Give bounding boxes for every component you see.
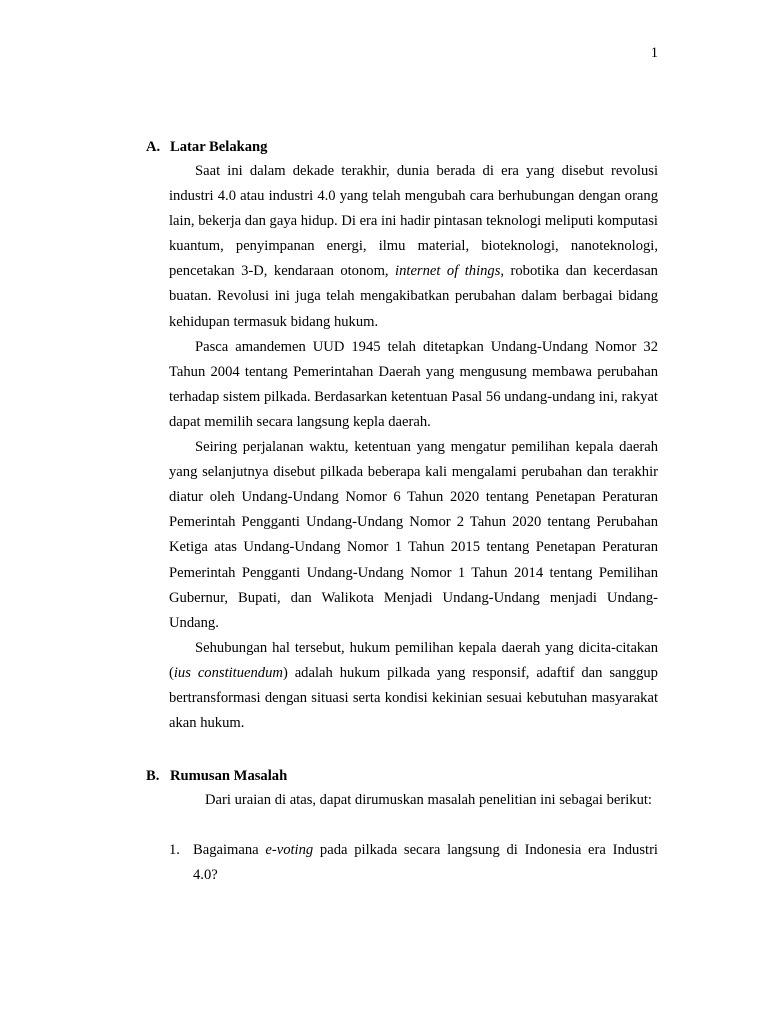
text-run: Seiring perjalanan waktu, ketentuan yang mengatur pemilihan kepala daerah yang selanjutnya disebut pilkada beberapa kali mengalami perubahan dan terakhir diatur oleh Undang-Undang Nomor 6 Tahun 2020 tentang Penetapan Peraturan Pemerintah Pengganti Undang-Undang Nomor 2 Tahun 2020 tentang Perubahan Ketiga atas Undang-Undang Nomor 1 Tahun 2015 tentang Penetapan Peraturan Pemerintah Pengganti Undang-Undang Nomor 1 Tahun 2014 tentang Pemilihan Gubernur, Bupati, dan Walikota Menjadi Undang-Undang menjadi Undang-Undang. xyxy=(169,439,658,631)
section-b-heading xyxy=(146,767,287,785)
text-run: ) adalah hukum pilkada yang responsif, adaftif dan sanggup bertransformasi dengan situasi serta kondisi kekinian sesuai kebutuhan masyarakat akan hukum. xyxy=(169,664,658,732)
text-run: Sehubungan hal tersebut, hukum pemilihan kepala daerah yang dicita-citakan ( xyxy=(169,639,658,681)
italic-text: ius constituendum xyxy=(173,664,283,681)
section-a-body xyxy=(169,159,658,736)
page-number: 1 xyxy=(650,45,658,61)
italic-text: e-voting xyxy=(265,842,314,858)
list-item-text xyxy=(169,838,658,888)
section-b-body xyxy=(169,788,658,813)
text-run: Pasca amandemen UUD 1945 telah ditetapkan Undang-Undang Nomor 32 Tahun 2004 tentang Pemerintahan Daerah yang mengusung membawa perubahan terhadap sistem pilkada. Berdasarkan ketentuan Pasal 56 undang-undang ini, rakyat dapat memilih secara langsung kepla daerah. xyxy=(169,338,658,430)
section-b-paragraph-1 xyxy=(169,788,658,813)
section-a-paragraph-2 xyxy=(169,335,658,435)
section-a-paragraph-4 xyxy=(169,636,658,736)
text-run: pada pilkada secara langsung di Indonesia era Industri 4.0? xyxy=(193,842,658,884)
text-run: Saat ini dalam dekade terakhir, dunia berada di era yang disebut revolusi industri 4.0 atau industri 4.0 yang telah mengubah cara berhubungan dengan orang lain, bekerja dan gaya hidup. Di era ini hadir pintasan teknologi meliputi komputasi kuantum, penyimpanan energi, ilmu material, bioteknologi, nanoteknologi, pencetakan 3-D, kendaraan otonom, xyxy=(169,163,658,280)
text-run: , robotika dan kecerdasan buatan. Revolusi ini juga telah mengakibatkan perubahan dalam berbagai bidang kehidupan termasuk bidang hukum. xyxy=(169,263,658,330)
list-item xyxy=(169,838,658,888)
section-a-paragraph-1 xyxy=(169,159,658,335)
section-b-title: Rumusan Masalah xyxy=(170,768,288,784)
list-item-number: 1. xyxy=(169,842,180,858)
text-run: Bagaimana xyxy=(193,842,266,858)
italic-text: internet of things xyxy=(395,263,501,280)
section-a-paragraph-3 xyxy=(169,435,658,636)
text-run: Dari uraian di atas, dapat dirumuskan masalah penelitian ini sebagai berikut: xyxy=(205,792,652,808)
section-a-letter: A. xyxy=(146,139,161,155)
section-a-heading xyxy=(146,138,267,156)
section-b-letter: B. xyxy=(146,768,160,784)
section-a-title: Latar Belakang xyxy=(170,139,268,155)
